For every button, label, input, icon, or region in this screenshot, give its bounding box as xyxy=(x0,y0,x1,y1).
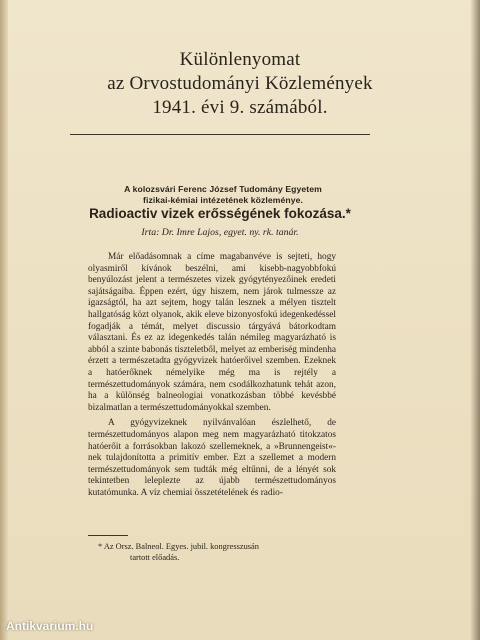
article-title: Radioactiv vizek erősségének fokozása.* xyxy=(89,206,351,221)
article-body xyxy=(88,252,336,499)
footnote-line-1: * Az Orsz. Balneol. Egyes. jubil. kongresszusán xyxy=(98,542,259,551)
header-divider xyxy=(70,134,370,135)
institution-heading xyxy=(78,184,368,206)
watermark: Antikvarium.hu xyxy=(6,619,94,633)
header-line-3: 1941. évi 9. számából. xyxy=(152,97,328,118)
footnote-line-2: tartott előadás. xyxy=(130,552,180,562)
body-paragraph: Már előadásomnak a címe magabanvéve is sejteti, hogy olyasmiről kívánok beszélni, ami kisebb-nagyobbfokú benyúlozást jelent a természetes vizek gyógytényezőinek eredeti sajátságaiba. Éppen ezért, úgy hiszem, nem járok tulmessze az igazságtól, ha azt sejtem, hogy talán lesznek a mélyen tisztelt hallgatóság közt olyanok, akik eleve bizonyosfokú idegenkedéssel fogadják a témát, melyet discussio tárgyává bátorkodtam választani. És ez az idegenkedés talán némileg magyarázható is abból a szinte babonás tiszteletből, melyet az emberiség mindenha érzett a természetadta gyógyvizek hatóerőivel szemben. Ezeknek a hatóerőknek némelyike még ma is rejtély a természettudományok számára, nem csodálkozhatunk tehát azon, ha a különség balneologiai vonatkozásban többé kevésbbé bizalmatlan a természettudományokkal szemben. xyxy=(88,252,336,413)
header-line-2: az Orvostudományi Közlemények xyxy=(107,73,373,94)
footnote xyxy=(88,542,338,563)
article-byline: Irta: Dr. Imre Lajos, egyet. ny. rk. tanár. xyxy=(141,227,299,238)
header-line-1: Különlenyomat xyxy=(179,49,301,70)
footnote-divider xyxy=(88,535,128,536)
body-paragraph: A gyógyvizeknek nyilvánvalóan észlelhető, de természettudományos alapon meg nem magyarázható titokzatos hatóerőit a forrásokban lakozó szellemeknek, a »Brunnengeist«-nek tulajdonította a primitív ember. Ezt a szellemet a modern természettudományok sem tudták még eltűnni, de a lényét sok tekintetben leleplezte az újabb természettudományos kutatómunka. A víz chemiai összetételének és radio- xyxy=(88,418,336,498)
institution-line-1: A kolozsvári Ferenc József Tudomány Egyetem xyxy=(124,184,322,194)
institution-line-2: fizikai-kémiai intézetének közleménye. xyxy=(143,195,303,205)
offprint-header xyxy=(0,48,480,120)
